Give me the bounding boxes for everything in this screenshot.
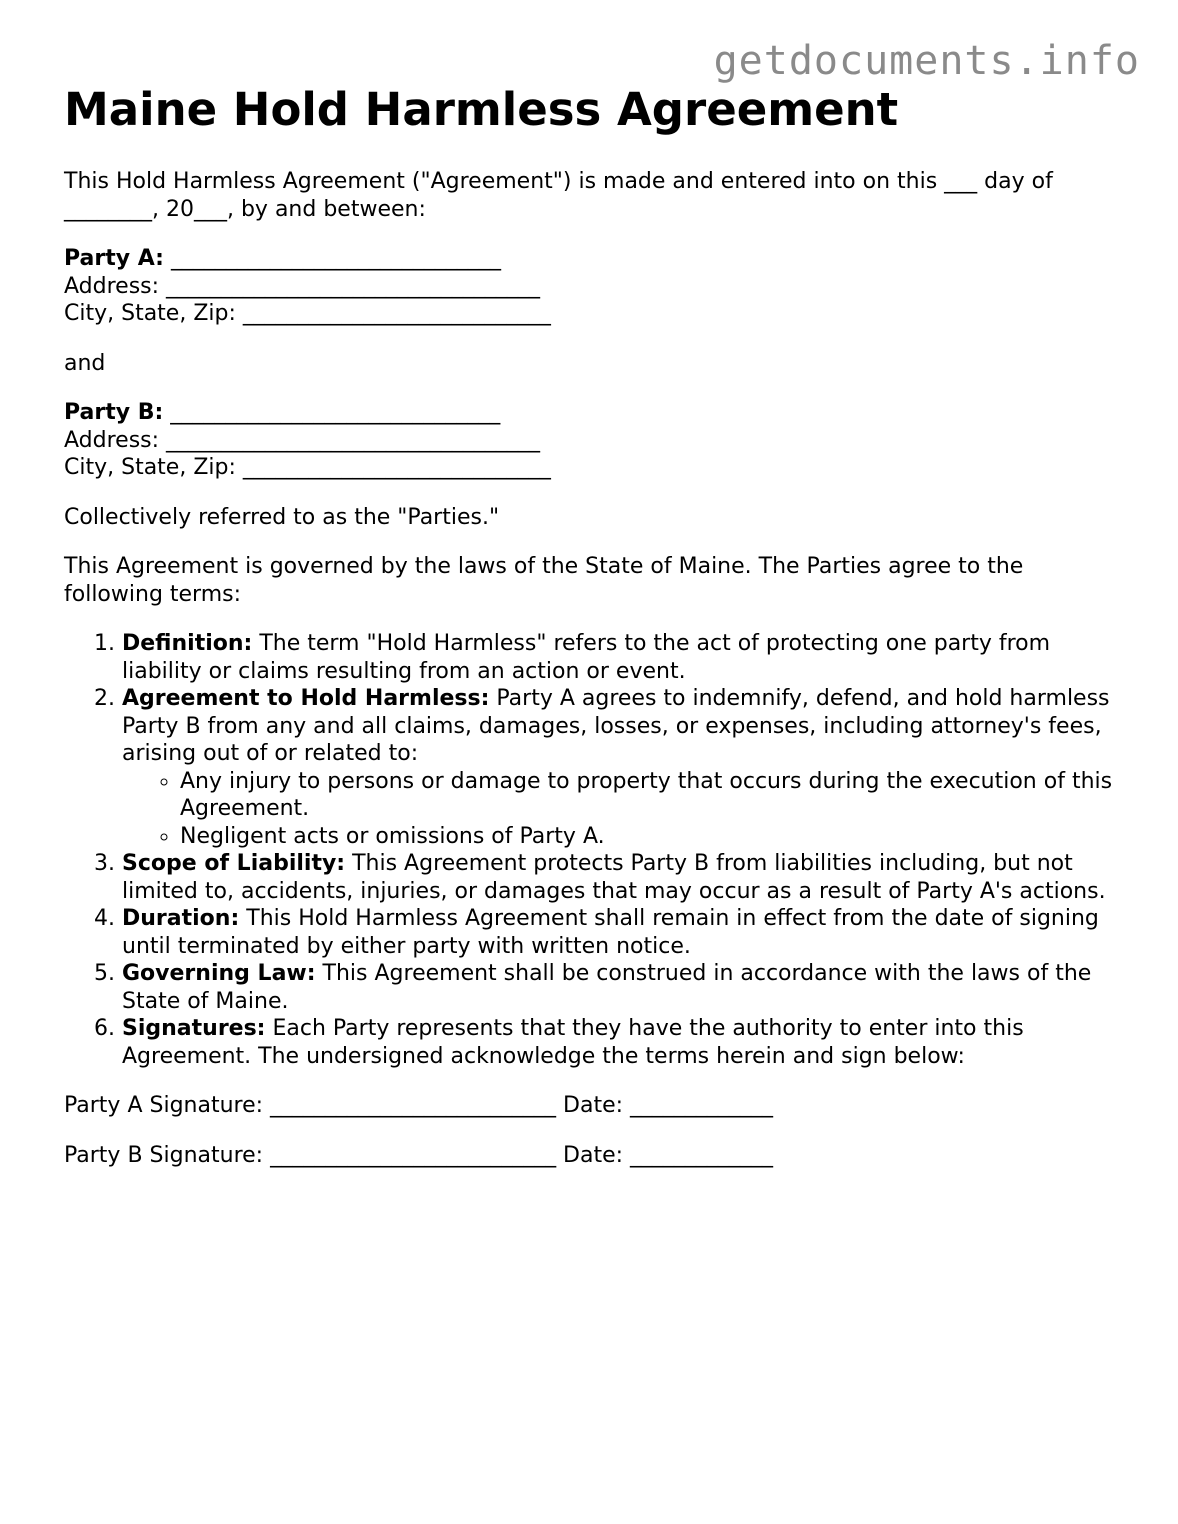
term-agreement-to-hold-harmless <box>122 685 1124 850</box>
document-page <box>64 82 1124 1191</box>
party-b-signature-line: Party B Signature: __________________________ Date: _____________ <box>64 1142 774 1168</box>
sub-item-negligent-acts: ◦ Negligent acts or omissions of Party A. <box>180 823 1124 851</box>
term-scope-of-liability <box>122 850 1124 905</box>
watermark: getdocuments.info <box>713 38 1140 84</box>
term-text: Party A agrees to indemnify, defend, and hold harmless Party B from any and all claims, damages, losses, or expenses, including attorney's fees, arising out of or related to: <box>122 686 1110 766</box>
term-title: Agreement to Hold Harmless: <box>122 686 490 711</box>
party-b-name-blank: ______________________________ <box>163 400 501 425</box>
term-text: This Agreement shall be construed in accordance with the laws of the State of Maine. <box>122 961 1092 1014</box>
party-b-name-line <box>64 399 1124 427</box>
party-b-city-line: City, State, Zip: ____________________________ <box>64 455 551 480</box>
term-definition <box>122 630 1124 685</box>
term-title: Duration: <box>122 906 240 931</box>
party-b-block <box>64 399 1124 482</box>
and-connector: and <box>64 350 106 376</box>
term-signatures <box>122 1015 1124 1070</box>
terms-list <box>64 630 1124 1070</box>
term-text: Each Party represents that they have the authority to enter into this Agreement. The undersigned acknowledge the terms herein and sign below: <box>122 1016 1024 1069</box>
term-title: Definition: <box>122 631 253 656</box>
collective-paragraph: Collectively referred to as the "Parties." <box>64 504 500 530</box>
term-text: This Hold Harmless Agreement shall remain in effect from the date of signing until terminated by either party with written notice. <box>122 906 1099 959</box>
party-a-signature-line: Party A Signature: __________________________ Date: _____________ <box>64 1093 774 1118</box>
term-text: This Agreement protects Party B from liabilities including, but not limited to, accidents, injuries, or damages that may occur as a result of Party A's actions. <box>122 851 1106 904</box>
party-a-name-line <box>64 245 1124 273</box>
term-title: Signatures: <box>122 1016 266 1041</box>
term-duration <box>122 905 1124 960</box>
governed-paragraph: This Agreement is governed by the laws of the State of Maine. The Parties agree to the following terms: <box>64 554 1024 607</box>
party-b-label: Party B: <box>64 400 164 425</box>
term-text: The term "Hold Harmless" refers to the act of protecting one party from liability or claims resulting from an action or event. <box>122 631 1051 684</box>
document-title: Maine Hold Harmless Agreement <box>64 83 899 136</box>
term-governing-law <box>122 960 1124 1015</box>
party-a-block <box>64 245 1124 328</box>
party-a-city-line: City, State, Zip: ____________________________ <box>64 301 551 326</box>
intro-paragraph: This Hold Harmless Agreement ("Agreement") is made and entered into on this ___ day of ________, 20___, by and between: <box>64 169 1053 222</box>
term-sub-list <box>122 768 1124 851</box>
term-title: Scope of Liability: <box>122 851 346 876</box>
party-a-name-blank: ______________________________ <box>163 246 501 271</box>
sub-item-injury: ◦ Any injury to persons or damage to property that occurs during the execution of this Agreement. <box>180 768 1124 823</box>
term-title: Governing Law: <box>122 961 316 986</box>
party-b-address-line: Address: __________________________________ <box>64 427 541 453</box>
party-a-address-line: Address: __________________________________ <box>64 273 541 299</box>
party-a-label: Party A: <box>64 246 164 271</box>
